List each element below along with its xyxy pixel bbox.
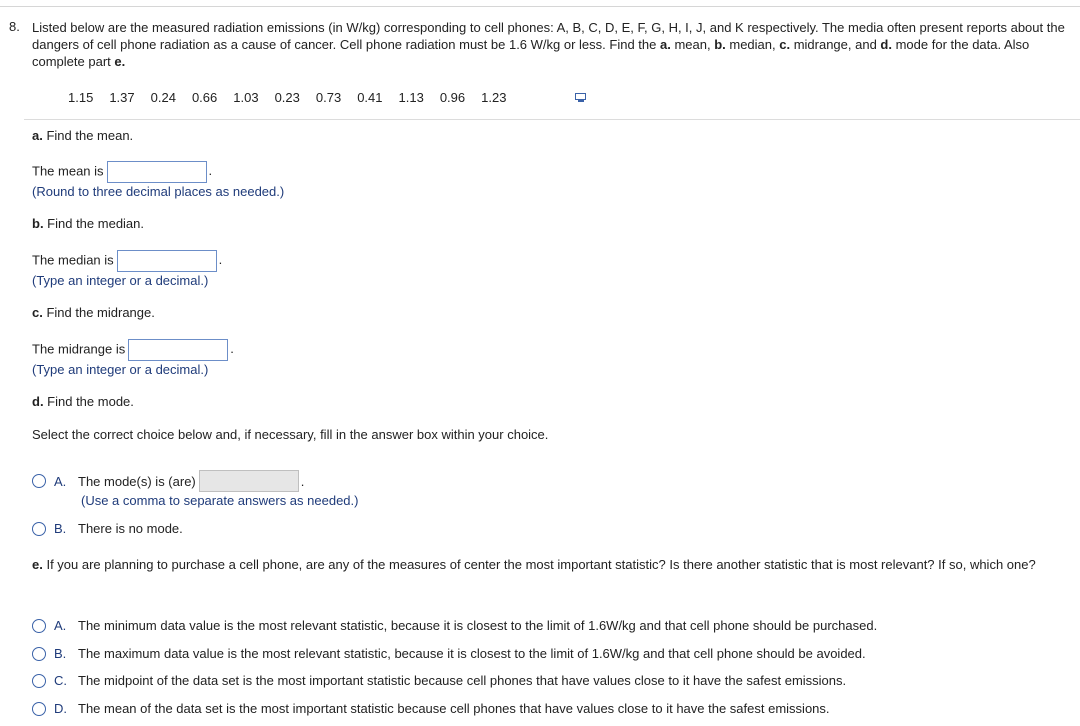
part-c-hint: (Type an integer or a decimal.): [32, 362, 209, 377]
mode-choice-a-hint: (Use a comma to separate answers as needed.): [81, 493, 359, 508]
radio-button[interactable]: [32, 702, 46, 716]
part-c-label: c. Find the midrange.: [32, 305, 155, 320]
midrange-answer-input[interactable]: [128, 339, 228, 361]
part-e-choice-a[interactable]: A. The minimum data value is the most relevant statistic, because it is closest to the limit of 1.6W/kg and that cell phone should be purchased.: [32, 617, 877, 634]
mode-choice-a[interactable]: A. The mode(s) is (are) .: [32, 470, 304, 492]
part-b-hint: (Type an integer or a decimal.): [32, 273, 209, 288]
data-value: 0.96: [439, 90, 466, 105]
part-a-hint: (Round to three decimal places as needed.): [32, 184, 285, 199]
radio-button[interactable]: [32, 522, 46, 536]
part-e-choice-b[interactable]: B. The maximum data value is the most relevant statistic, because it is closest to the limit of 1.6W/kg and that cell phone should be avoided.: [32, 645, 866, 662]
part-e-label: e. If you are planning to purchase a cell phone, are any of the measures of center the most important statistic? Is there another statistic that is most relevant? If so, which one?: [32, 557, 1036, 572]
part-d-label: d. Find the mode.: [32, 394, 134, 409]
radio-button[interactable]: [32, 647, 46, 661]
radio-button[interactable]: [32, 619, 46, 633]
part-b-answer-row: The median is .: [32, 250, 222, 272]
question-prompt: Listed below are the measured radiation emissions (in W/kg) corresponding to cell phones: A, B, C, D, E, F, G, H, I, J, and K respectively. The media often present reports about the dangers of cell phone radiation as a cause of cancer. Cell phone radiation must be 1.6 W/kg or less. Find the a. mean, b. median, c. midrange, and d. mode for the data. Also complete part e.: [32, 20, 1065, 69]
data-value: 0.66: [191, 90, 218, 105]
data-value: 1.03: [233, 90, 259, 105]
section-divider: [24, 119, 1080, 120]
part-e-choice-c[interactable]: C. The midpoint of the data set is the most important statistic because cell phones that have values close to it have the safest emissions.: [32, 672, 846, 689]
part-e-choice-d[interactable]: D. The mean of the data set is the most important statistic because cell phones that have values close to it have the safest emissions.: [32, 700, 830, 717]
data-value: 0.23: [274, 90, 300, 105]
mode-answer-input[interactable]: [199, 470, 299, 492]
mean-answer-input[interactable]: [107, 161, 207, 183]
top-divider: [0, 6, 1080, 7]
data-value: 1.13: [398, 90, 424, 105]
part-a-label: a. Find the mean.: [32, 128, 134, 143]
data-value: 0.73: [315, 90, 342, 105]
part-b-label: b. Find the median.: [32, 216, 145, 231]
median-answer-input[interactable]: [117, 250, 217, 272]
data-values: [68, 90, 522, 106]
part-a-answer-row: The mean is .: [32, 161, 212, 183]
mode-choice-b[interactable]: B. There is no mode.: [32, 520, 183, 537]
copy-data-icon[interactable]: [575, 93, 587, 103]
data-value: 0.41: [357, 90, 383, 105]
data-value: 1.37: [109, 90, 135, 105]
data-value: 0.24: [150, 90, 176, 105]
data-value: 1.15: [68, 90, 94, 105]
data-value: 1.23: [481, 90, 507, 105]
radio-button[interactable]: [32, 674, 46, 688]
part-d-instruction: Select the correct choice below and, if necessary, fill in the answer box within your choice.: [32, 427, 549, 442]
radio-button[interactable]: [32, 474, 46, 488]
part-c-answer-row: The midrange is .: [32, 339, 234, 361]
question-number: 8.: [9, 19, 20, 34]
